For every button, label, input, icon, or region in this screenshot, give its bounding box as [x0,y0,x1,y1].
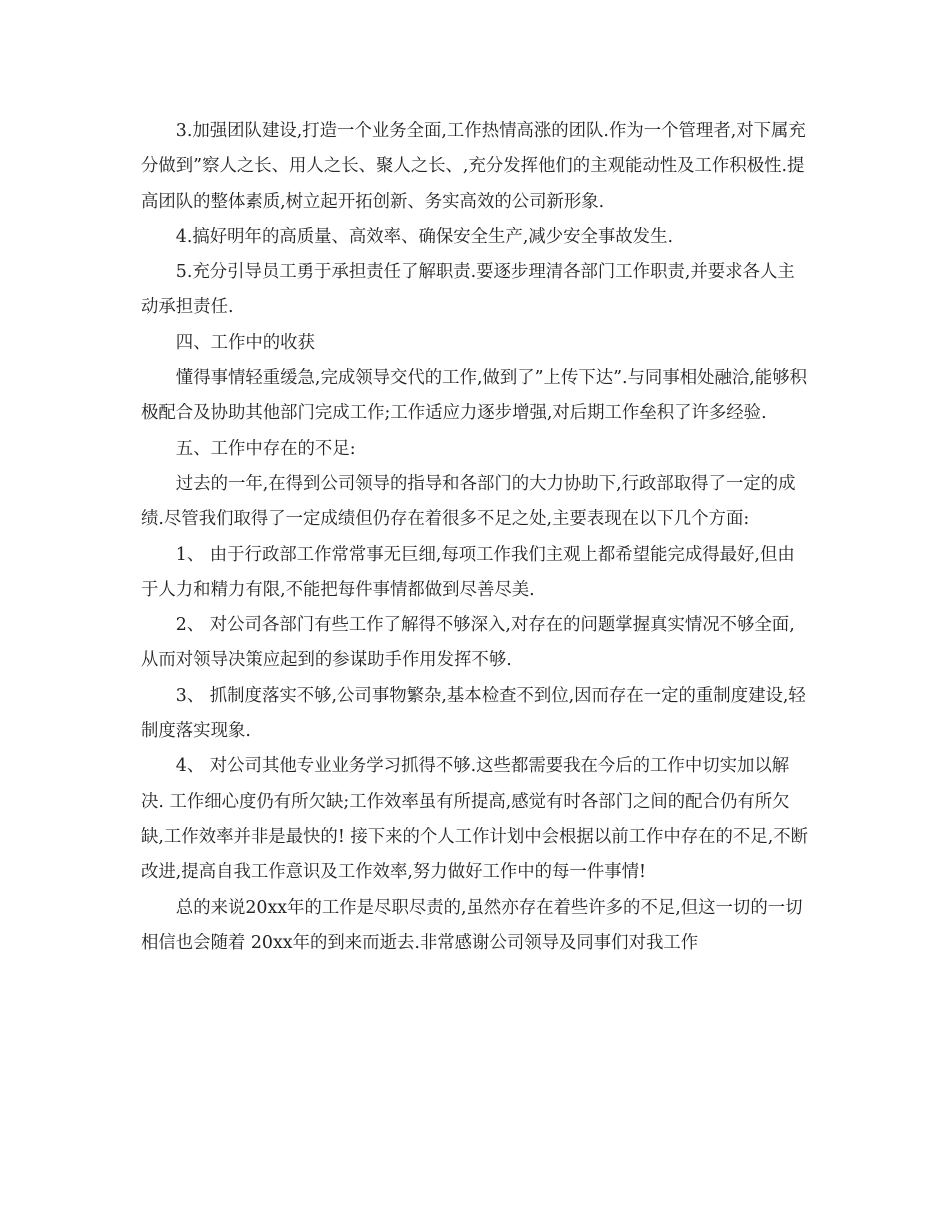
list-item-shortcoming-2: 2、 对公司各部门有些工作了解得不够深入,对存在的问题掌握真实情况不够全面,从而对领导决策应起到的参谋助手作用发挥不够. [141,615,795,671]
list-item-shortcoming-4: 4、 对公司其他专业业务学习抓得不够.这些都需要我在今后的工作中切实加以解决. 工作细心度仍有所欠缺;工作效率虽有所提高,感觉有时各部门之间的配合仍有所欠缺,工作效率并非是最快的! 接下来的个人工作计划中会根据以前工作中存在的不足,不断改进,提高自我工作意识及工作效率,努力做好工作中的每一件事情! [141,756,809,883]
paragraph-gains: 懂得事情轻重缓急,完成领导交代的工作,做到了”上传下达”.与同事相处融洽,能够积极配合及协助其他部门完成工作;工作适应力逐步增强,对后期工作垒积了许多经验. [141,368,807,424]
document-body [141,114,811,961]
paragraph-conclusion: 总的来说20xx年的工作是尽职尽责的,虽然亦存在着些许多的不足,但这一切的一切相信也会随着 20xx年的到来而逝去.非常感谢公司领导及同事们对我工作 [141,897,803,953]
paragraph-responsibility: 5.充分引导员工勇于承担责任了解职责.要逐步理清各部门工作职责,并要求各人主动承担责任. [141,262,795,318]
paragraph-safety-production: 4.搞好明年的高质量、高效率、确保安全生产,减少安全事故发生. [175,226,673,247]
paragraph-team-building: 3.加强团队建设,打造一个业务全面,工作热情高涨的团队.作为一个管理者,对下属充分做到”察人之长、用人之长、聚人之长、,充分发挥他们的主观能动性及工作积极性.提高团队的整体素质,树立起开拓创新、务实高效的公司新形象. [141,121,806,212]
list-item-shortcoming-3: 3、 抓制度落实不够,公司事物繁杂,基本检查不到位,因而存在一定的重制度建设,轻制度落实现象. [141,685,806,742]
section-heading-gains: 四、工作中的收获 [175,332,315,353]
paragraph-shortcomings-intro: 过去的一年,在得到公司领导的指导和各部门的大力协助下,行政部取得了一定的成绩.尽管我们取得了一定成绩但仍存在着很多不足之处,主要表现在以下几个方面: [141,473,796,530]
section-heading-shortcomings: 五、工作中存在的不足: [175,438,356,459]
list-item-shortcoming-1: 1、 由于行政部工作常常事无巨细,每项工作我们主观上都希望能完成得最好,但由于人力和精力有限,不能把每件事情都做到尽善尽美. [141,544,795,600]
